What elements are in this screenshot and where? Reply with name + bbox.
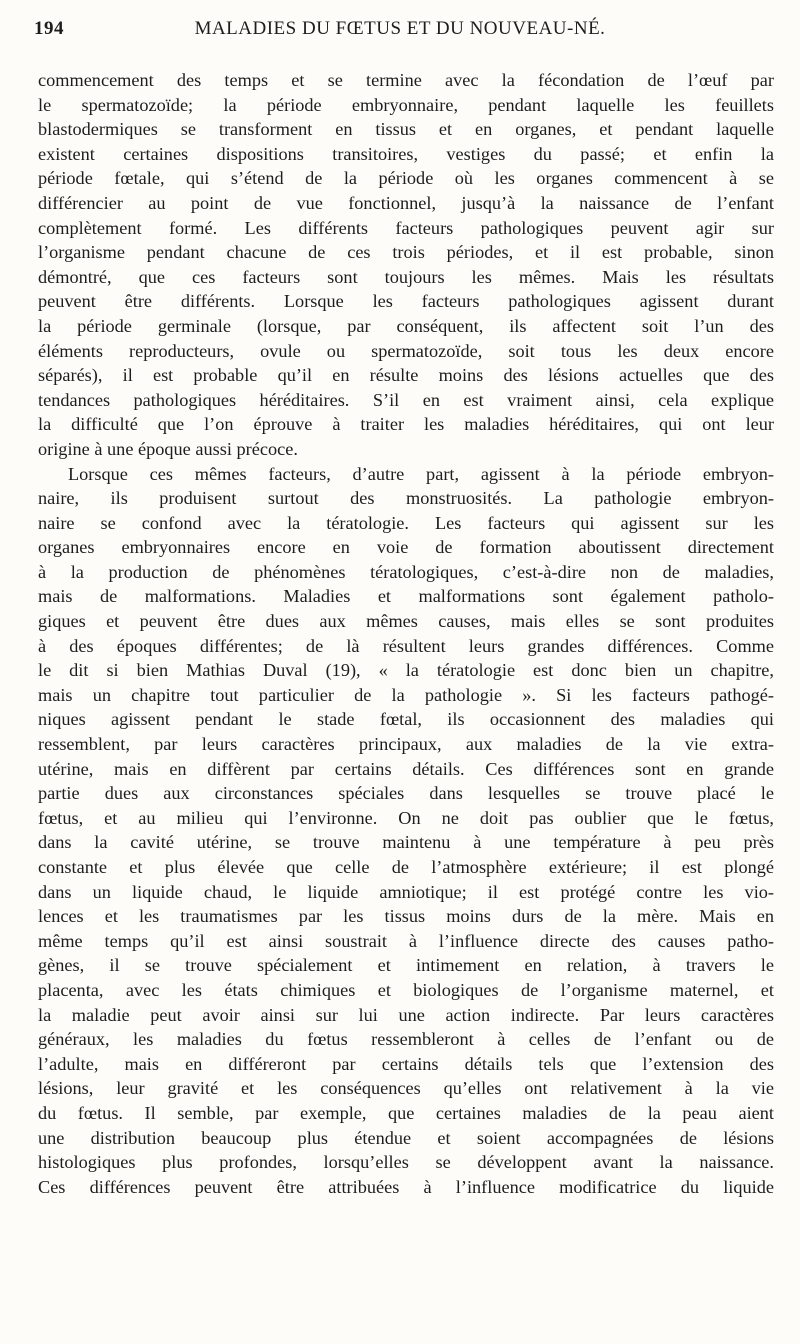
text-line: peuvent être différents. Lorsque les facteurs pathologiques agissent durant: [38, 291, 774, 312]
text-line: période fœtale, qui s’étend de la période où les organes commencent à se: [38, 168, 774, 189]
text-line: éléments reproducteurs, ovule ou spermatozoïde, soit tous les deux encore: [38, 340, 774, 361]
text-line: du fœtus. Il semble, par exemple, que certaines maladies de la peau aient: [38, 1102, 774, 1123]
text-line: niques agissent pendant le stade fœtal, ils occasionnent des maladies qui: [38, 709, 774, 730]
text-line: différencier au point de vue fonctionnel, jusqu’à la naissance de l’enfant: [38, 192, 774, 213]
text-line: le spermatozoïde; la période embryonnaire, pendant laquelle les feuillets: [38, 94, 774, 115]
text-line: tendances pathologiques héréditaires. S’il en est vraiment ainsi, cela explique: [38, 389, 774, 410]
text-line: séparés), il est probable qu’il en résulte moins des lésions actuelles que des: [38, 365, 774, 386]
running-title: MALADIES DU FŒTUS ET DU NOUVEAU-NÉ.: [194, 18, 606, 39]
text-line: organes embryonnaires encore en voie de formation aboutissent directement: [38, 537, 774, 558]
text-line: partie dues aux circonstances spéciales dans lesquelles se trouve placé le: [38, 783, 774, 804]
text-line: naire se confond avec la tératologie. Les facteurs qui agissent sur les: [38, 512, 774, 533]
page-number: 194: [34, 18, 64, 39]
text-line: Ces différences peuvent être attribuées à l’influence modificatrice du liquide: [38, 1176, 774, 1197]
text-line: existent certaines dispositions transitoires, vestiges du passé; et enfin la: [38, 143, 774, 164]
text-line: naire, ils produisent surtout des monstruosités. La pathologie embryon-: [38, 488, 774, 509]
text-line: utérine, mais en diffèrent par certains détails. Ces différences sont en grande: [38, 758, 774, 779]
text-line: giques et peuvent être dues aux mêmes causes, mais elles se sont produites: [38, 611, 774, 632]
text-line: histologiques plus profondes, lorsqu’elles se développent avant la naissance.: [38, 1152, 774, 1173]
text-line: fœtus, et au milieu qui l’environne. On ne doit pas oublier que le fœtus,: [38, 807, 774, 828]
text-line: le dit si bien Mathias Duval (19), « la tératologie est donc bien un chapitre,: [38, 660, 774, 681]
body-text: [38, 68, 774, 1199]
text-line: constante et plus élevée que celle de l’atmosphère extérieure; il est plongé: [38, 857, 774, 877]
text-line: placenta, avec les états chimiques et biologiques de l’organisme maternel, et: [38, 979, 774, 1000]
text-line: mais un chapitre tout particulier de la pathologie ». Si les facteurs pathogé-: [38, 684, 774, 705]
text-line: lésions, leur gravité et les conséquences qu’elles ont relativement à la vie: [38, 1078, 774, 1099]
text-line: l’adulte, mais en différeront par certains détails tels que l’extension des: [38, 1053, 774, 1074]
text-line: blastodermiques se transforment en tissus et en organes, et pendant laquelle: [38, 119, 774, 140]
text-line: lences et les traumatismes par les tissus moins durs de la mère. Mais en: [38, 906, 774, 927]
text-line: ressemblent, par leurs caractères principaux, aux maladies de la vie extra-: [38, 734, 774, 755]
text-line: à des époques différentes; de là résultent leurs grandes différences. Comme: [38, 635, 774, 656]
text-line: même temps qu’il est ainsi soustrait à l’influence directe des causes patho-: [38, 930, 774, 951]
running-head: [34, 18, 766, 44]
text-line: une distribution beaucoup plus étendue et soient accompagnées de lésions: [38, 1127, 774, 1148]
text-line: la maladie peut avoir ainsi sur lui une action indirecte. Par leurs caractères: [38, 1004, 774, 1025]
text-line: Lorsque ces mêmes facteurs, d’autre part, agissent à la période embryon-: [68, 463, 774, 484]
text-line: à la production de phénomènes tératologiques, c’est-à-dire non de maladies,: [38, 561, 774, 582]
text-line: généraux, les maladies du fœtus ressembleront à celles de l’enfant ou de: [38, 1029, 774, 1050]
text-line: l’organisme pendant chacune de ces trois périodes, et il est probable, sinon: [38, 242, 774, 263]
text-line: mais de malformations. Maladies et malformations sont également patholo-: [38, 586, 774, 607]
text-line: dans un liquide chaud, le liquide amniotique; il est protégé contre les vio-: [38, 881, 774, 902]
text-line: commencement des temps et se termine avec la fécondation de l’œuf par: [38, 70, 774, 90]
text-line: dans la cavité utérine, se trouve maintenu à une température à peu près: [38, 832, 774, 853]
text-line: la période germinale (lorsque, par conséquent, ils affectent soit l’un des: [38, 315, 774, 336]
text-line: la difficulté que l’on éprouve à traiter les maladies héréditaires, qui ont leur: [38, 414, 774, 435]
text-line: gènes, il se trouve spécialement et intimement en relation, à travers le: [38, 955, 774, 976]
text-line: démontré, que ces facteurs sont toujours les mêmes. Mais les résultats: [38, 266, 774, 287]
text-line: origine à une époque aussi précoce.: [38, 438, 298, 459]
text-line: complètement formé. Les différents facteurs pathologiques peuvent agir sur: [38, 217, 774, 238]
